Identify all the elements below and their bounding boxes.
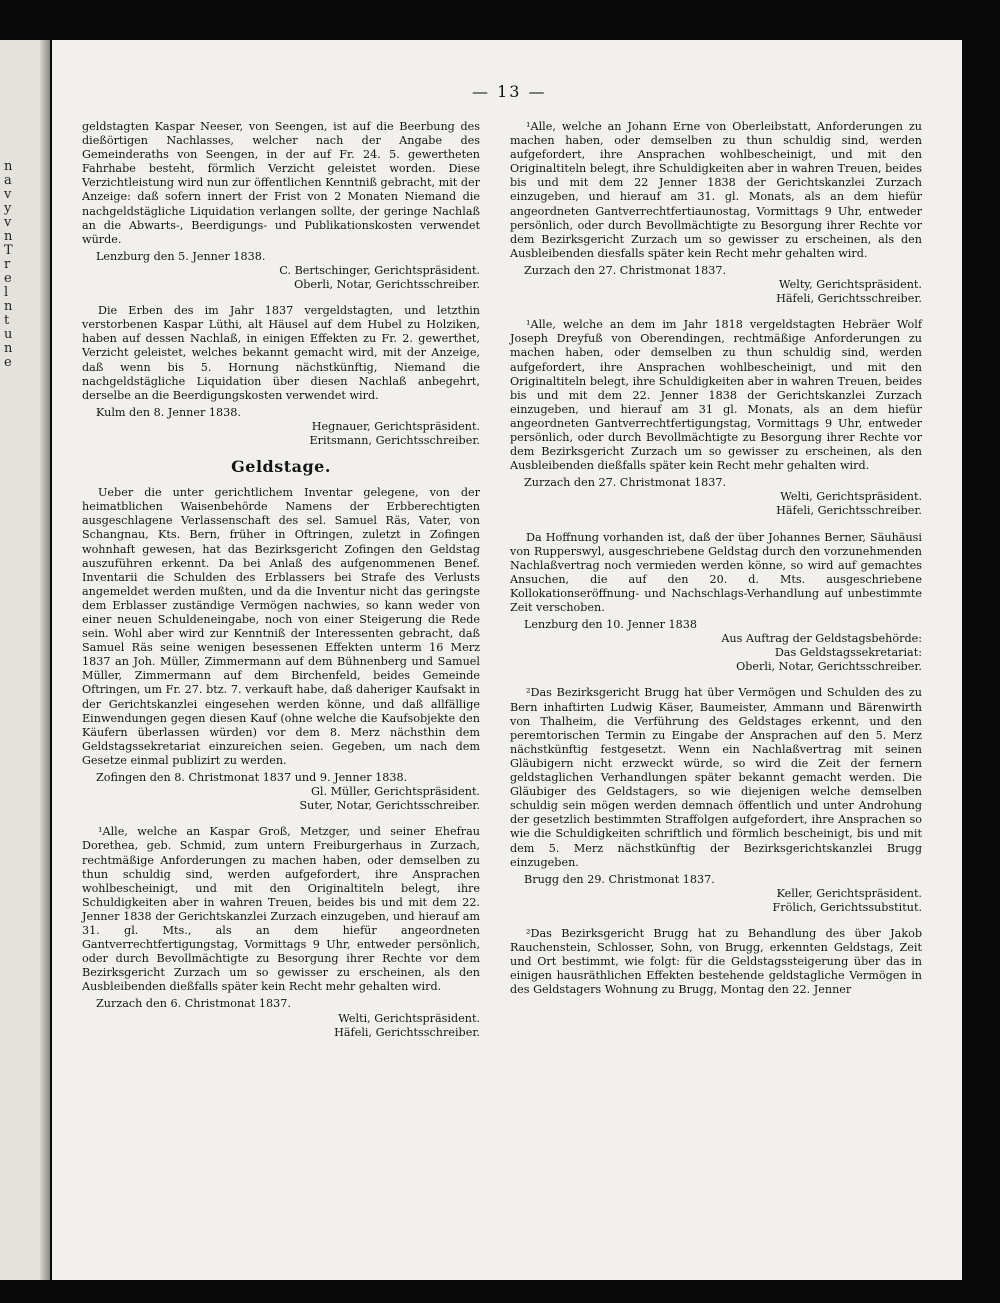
page-number: — 13 — xyxy=(472,82,547,101)
notice-rauchenstein xyxy=(510,927,922,997)
notice-gross xyxy=(82,825,480,1039)
notice-body: geldstagten Kaspar Neeser, von Seengen, ist auf die Beerbung des dießörtigen Nachlasses, welcher nach der Angabe des Gemeinderaths von Seengen, in der auf Fr. 24. 5. gewertheten Fahrhabe besteht, förmlich Verzicht geleistet worden. Diese Verzichtleistung wird nun zur öffentlichen Kenntniß gebracht, mit der Anzeige: daß sofern innert der Frist von 2 Monaten Niemand die nachgeldstägliche Liquidation verlangen sollte, der geringe Nachlaß an die Abwarts-, Beerdigungs- und Publikationskosten verwendet würde. xyxy=(82,120,480,246)
notice-date: Zofingen den 8. Christmonat 1837 und 9. Jenner 1838. xyxy=(96,771,408,785)
notice-berner xyxy=(510,531,922,675)
notice-body: Die Erben des im Jahr 1837 vergeldstagten, und letzthin verstorbenen Kaspar Lüthi, alt Häusel auf dem Hubel zu Holziken, haben auf dessen Nachlaß, in einigen Effekten zu Fr. 2. gewerthet, Verzicht geleistet, welches bekannt gemacht wird, mit der Anzeige, daß wenn bis 5. Hornung nächstkünftig, Niemand die nachgeldstägliche Liquidation über diesen Nachlaß anbegehrt, derselbe an die Beerdigungskosten verwendet wird. xyxy=(82,304,480,402)
notice-signature: Gl. Müller, Gerichtspräsident. xyxy=(310,785,480,799)
notice-signature: C. Bertschinger, Gerichtspräsident. xyxy=(279,263,480,277)
notice-date: Zurzach den 27. Christmonat 1837. xyxy=(524,263,727,277)
notice-signature: Oberli, Notar, Gerichtsschreiber. xyxy=(736,660,922,674)
notice-neeser xyxy=(82,120,480,292)
notice-signature: Welty, Gerichtspräsident. xyxy=(779,278,922,292)
notice-kaeser xyxy=(510,686,922,915)
adjacent-page-fragments: n a v y v n T r e l n t u n e xyxy=(4,159,13,370)
notice-date: Lenzburg den 10. Jenner 1838 xyxy=(524,618,697,632)
page-fold-shadow xyxy=(40,40,50,1280)
notice-date: Zurzach den 6. Christmonat 1837. xyxy=(96,997,291,1011)
notice-date: Lenzburg den 5. Jenner 1838. xyxy=(96,249,266,263)
notice-signature: Suter, Notar, Gerichtsschreiber. xyxy=(299,799,480,813)
notice-date: Brugg den 29. Christmonat 1837. xyxy=(524,872,715,886)
notice-signature: Häfeli, Gerichtsschreiber. xyxy=(334,1025,480,1039)
notice-body: Ueber die unter gerichtlichem Inventar gelegene, von der heimatblichen Waisenbehörde Namens der Erbberechtigten ausgeschlagene Verlassenschaft des sel. Samuel Räs, Vater, von Schangnau, Kts. Bern, früher in Oftringen, zuletzt in Zofingen wohnhaft gewesen, hat das Bezirksgericht Zofingen den Geldstag auszuführen erkennt. Da bei Anlaß des aufgenommenen Benef. Inventarii die Schulden des Erblassers bei Strafe des Verlusts angemeldet werden mußten, und da die Inventur nicht das geringste dem Erblasser zuständige Vermögen nachwies, so kann weder von einer neuen Schuldeneingabe, noch von einer Steigerung die Rede sein. Wohl aber wird zur Kenntniß der Interessenten gebracht, daß Samuel Räs seine wenigen besessenen Effekten unterm 16 Merz 1837 an Joh. Müller, Zimmermann auf dem Bühnenberg und Samuel Müller, Zimmermann auf dem Birchenfeld, beides Gemeinde Oftringen, um Fr. 27. btz. 7. verkauft habe, daß daheriger Kaufsakt in der Gerichtskanzlei eingesehen werden könne, und daß allfällige Einwendungen gegen diesen Kauf (ohne welche die Kaufsobjekte den Käufern überlassen würden) vor dem 8. Merz nächsthin dem Geldstagssekretariat einzureichen seien. Gegeben, um nach dem Gesetze einmal publizirt zu werden. xyxy=(82,486,480,767)
notice-signature: Keller, Gerichtspräsident. xyxy=(776,886,922,900)
notice-body: ²Das Bezirksgericht Brugg hat zu Behandlung des über Jakob Rauchenstein, Schlosser, Sohn, von Brugg, erkennten Geldstags, Zeit und Ort bestimmt, wie folgt: für die Geldstagssteigerung über das in einigen hausräthlichen Effekten bestehende geldstagliche Vermögen in des Geldstagers Wohnung zu Brugg, Montag den 22. Jenner xyxy=(510,926,922,997)
adjacent-page-edge xyxy=(0,40,50,1280)
notice-signature: Das Geldstagssekretariat: xyxy=(774,646,922,660)
right-column xyxy=(510,120,922,1009)
notice-body: Da Hoffnung vorhanden ist, daß der über Johannes Berner, Säuhäusi von Rupperswyl, ausgeschriebene Geldstag durch den vorzunehmenden Nachlaßvertrag noch vermieden werden könne, so wird auf gemachtes Ansuchen, die auf den 20. d. Mts. ausgeschriebene Kollokationseröffnung- und Nachschlags-Verhandlung auf unbestimmte Zeit verschoben. xyxy=(510,530,922,614)
notice-body: ¹Alle, welche an Kaspar Groß, Metzger, und seiner Ehefrau Dorethea, geb. Schmid, zum untern Freiburgerhaus in Zurzach, rechtmäßige Anforderungen zu machen haben, oder demselben zu thun schuldig sind, werden aufgefordert, ihre Ansprachen wohlbescheinigt, und mit den Originaltiteln belegt, ihre Schuldigkeiten aber in wahren Treuen, beides bis und mit dem 22. Jenner 1838 der Gerichtskanzlei Zurzach einzugeben, und hierauf am 31. gl. Mts., als an dem hiefür angeordneten Gantverrechtfertigungstag, Vormittags 9 Uhr, entweder persönlich, oder durch Bevollmächtigte zu Besorgung ihrer Rechte vor dem Bezirksgericht Zurzach um so gewisser zu erscheinen, als den Ausbleibenden dießfalls später kein Recht mehr gehalten wird. xyxy=(82,825,480,994)
notice-signature: Welti, Gerichtspräsident. xyxy=(338,1011,480,1025)
notice-signature: Oberli, Notar, Gerichtsschreiber. xyxy=(294,278,480,292)
notice-body: ¹Alle, welche an Johann Erne von Oberleibstatt, Anforderungen zu machen haben, oder demselben zu thun schuldig sind, werden aufgefordert, ihre Ansprachen wohlbescheinigt, und mit den Originaltiteln belegt, ihre Schuldigkeiten aber in wahren Treuen, beides bis und mit dem 22 Jenner 1838 der Gerichtskanzlei Zurzach einzugeben, und hierauf am 31. gl. Monats, als an dem hiefür angeordneten Gantverrechtfertiaunostag, Vormittags 9 Uhr, entweder persönlich, oder durch Bevollmächtigte zu Besorgung ihrer Rechte vor dem Bezirksgericht Zurzach um so gewisser zu erscheinen, als den Ausbleibenden diesfalls später kein Recht mehr gehalten wird. xyxy=(510,120,922,260)
notice-luethi xyxy=(82,304,480,448)
notice-signature: Frölich, Gerichtssubstitut. xyxy=(772,900,922,914)
notice-date: Kulm den 8. Jenner 1838. xyxy=(96,405,241,419)
notice-signature: Häfeli, Gerichtsschreiber. xyxy=(776,292,922,306)
newspaper-page xyxy=(52,40,962,1280)
notice-signature: Aus Auftrag der Geldstagsbehörde: xyxy=(721,632,922,646)
left-column xyxy=(82,120,480,1052)
notice-dreyfuss xyxy=(510,318,922,518)
notice-signature: Hegnauer, Gerichtspräsident. xyxy=(311,419,480,433)
section-heading: Geldstage. xyxy=(231,457,331,477)
notice-signature: Eritsmann, Gerichtsschreiber. xyxy=(309,433,480,447)
notice-signature: Welti, Gerichtspräsident. xyxy=(780,490,922,504)
notice-signature: Häfeli, Gerichtsschreiber. xyxy=(776,504,922,518)
notice-body: ¹Alle, welche an dem im Jahr 1818 vergeldstagten Hebräer Wolf Joseph Dreyfuß von Oberendingen, rechtmäßige Anforderungen zu machen haben, oder demselben zu thun schuldig sind, werden aufgefordert, ihre Ansprachen wohlbescheinigt, und mit den Originaltiteln belegt, ihre Schuldigkeiten aber in wahren Treuen, beides bis und mit dem 22. Jenner 1838 der Gerichtskanzlei Zurzach einzugeben, und hierauf am 31 gl. Monats, als an dem hiefür angeordneten Gantverrechtfertigungstag, Vormittags 9 Uhr, entweder persönlich, oder durch Bevollmächtigte zu Besorgung ihrer Rechte vor dem Bezirksgericht Zurzach um so gewisser zu erscheinen, als den Ausbleibenden dießfalls später kein Recht mehr gehalten wird. xyxy=(510,318,922,473)
notice-body: ²Das Bezirksgericht Brugg hat über Vermögen und Schulden des zu Bern inhaftirten Ludwig Käser, Baumeister, Ammann und Bärenwirth von Thalheim, die Verführung des Geldstages erkennt, und den peremtorischen Termin zu Eingabe der Ansprachen auf den 5. Merz nächstkünftig festgesetzt. Wenn ein Nachlaßvertrag mit seinen Gläubigern nicht erzweckt würde, so wird die Zeit der fernern geldstaglichen Verhandlungen später bekannt gemacht werden. Die Gläubiger des Geldstagers, so wie diejenigen welche demselben schuldig sein mögen werden demnach öffentlich und unter Androhung der gesetzlich bestimmten Straffolgen aufgefordert, ihre Ansprachen so wie die Schuldigkeiten schriftlich und förmlich bescheinigt, bis und mit dem 5. Merz nächstkünftig der Bezirksgerichtskanzlei Brugg einzugeben. xyxy=(510,686,922,869)
notice-erne xyxy=(510,120,922,306)
notice-raes xyxy=(82,486,480,813)
notice-date: Zurzach den 27. Christmonat 1837. xyxy=(524,476,727,490)
